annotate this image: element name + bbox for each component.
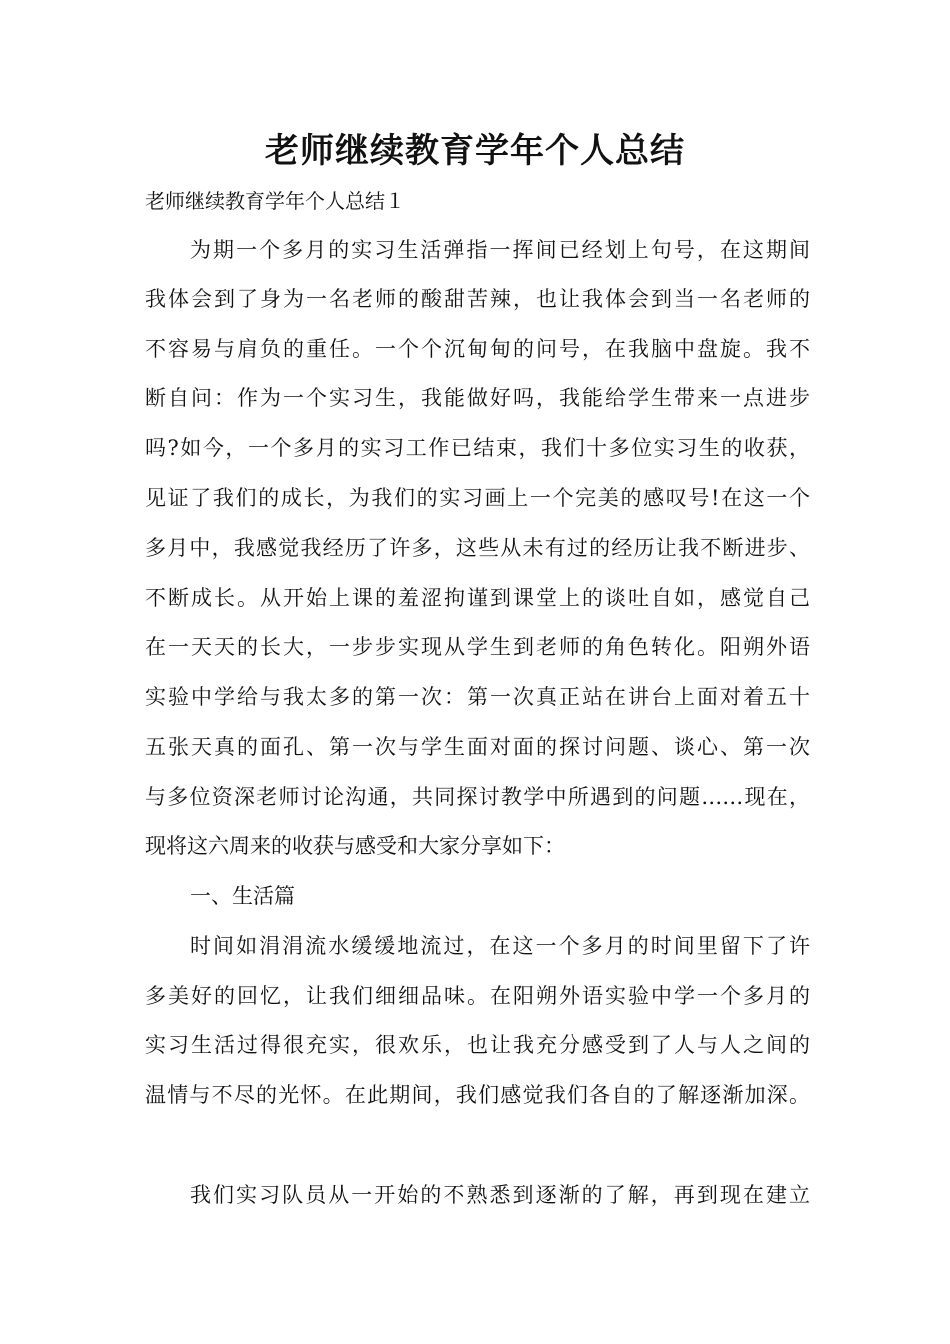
paragraph-line: 多月中，我感觉我经历了许多，这些从未有过的经历让我不断进步、 xyxy=(145,536,810,560)
document-title: 老师继续教育学年个人总结 xyxy=(265,131,685,171)
paragraph-line: 我们实习队员从一开始的不熟悉到逐渐的了解，再到现在建立 xyxy=(190,1183,810,1207)
paragraph-line: 五张天真的面孔、第一次与学生面对面的探讨问题、谈心、第一次 xyxy=(145,735,810,759)
paragraph-line: 现将这六周来的收获与感受和大家分享如下： xyxy=(145,834,565,858)
paragraph-line: 见证了我们的成长，为我们的实习画上一个完美的感叹号!在这一个 xyxy=(145,486,810,510)
paragraph-line: 为期一个多月的实习生活弹指一挥间已经划上句号，在这期间 xyxy=(190,238,810,262)
paragraph-line: 温情与不尽的光怀。在此期间，我们感觉我们各自的了解逐渐加深。 xyxy=(145,1083,810,1107)
paragraph-line: 吗?如今，一个多月的实习工作已结束，我们十多位实习生的收获， xyxy=(145,436,810,460)
paragraph-line: 多美好的回忆，让我们细细品味。在阳朔外语实验中学一个多月的 xyxy=(145,984,810,1008)
document-subtitle: 老师继续教育学年个人总结１ xyxy=(145,189,405,213)
section-heading: 一、生活篇 xyxy=(190,884,295,908)
paragraph-line: 在一天天的长大，一步步实现从学生到老师的角色转化。阳朔外语 xyxy=(145,635,810,659)
paragraph-line: 与多位资深老师讨论沟通，共同探讨教学中所遇到的问题……现在， xyxy=(145,785,810,809)
paragraph-line: 时间如涓涓流水缓缓地流过，在这一个多月的时间里留下了许 xyxy=(190,934,810,958)
paragraph-line: 不容易与肩负的重任。一个个沉甸甸的问号，在我脑中盘旋。我不 xyxy=(145,337,810,361)
paragraph-line: 实验中学给与我太多的第一次：第一次真正站在讲台上面对着五十 xyxy=(145,685,810,709)
paragraph-line: 不断成长。从开始上课的羞涩拘谨到课堂上的谈吐自如，感觉自己 xyxy=(145,586,810,610)
paragraph-line: 我体会到了身为一名老师的酸甜苦辣，也让我体会到当一名老师的 xyxy=(145,287,810,311)
paragraph-line: 断自问：作为一个实习生，我能做好吗，我能给学生带来一点进步 xyxy=(145,386,810,410)
paragraph-line: 实习生活过得很充实，很欢乐，也让我充分感受到了人与人之间的 xyxy=(145,1033,810,1057)
